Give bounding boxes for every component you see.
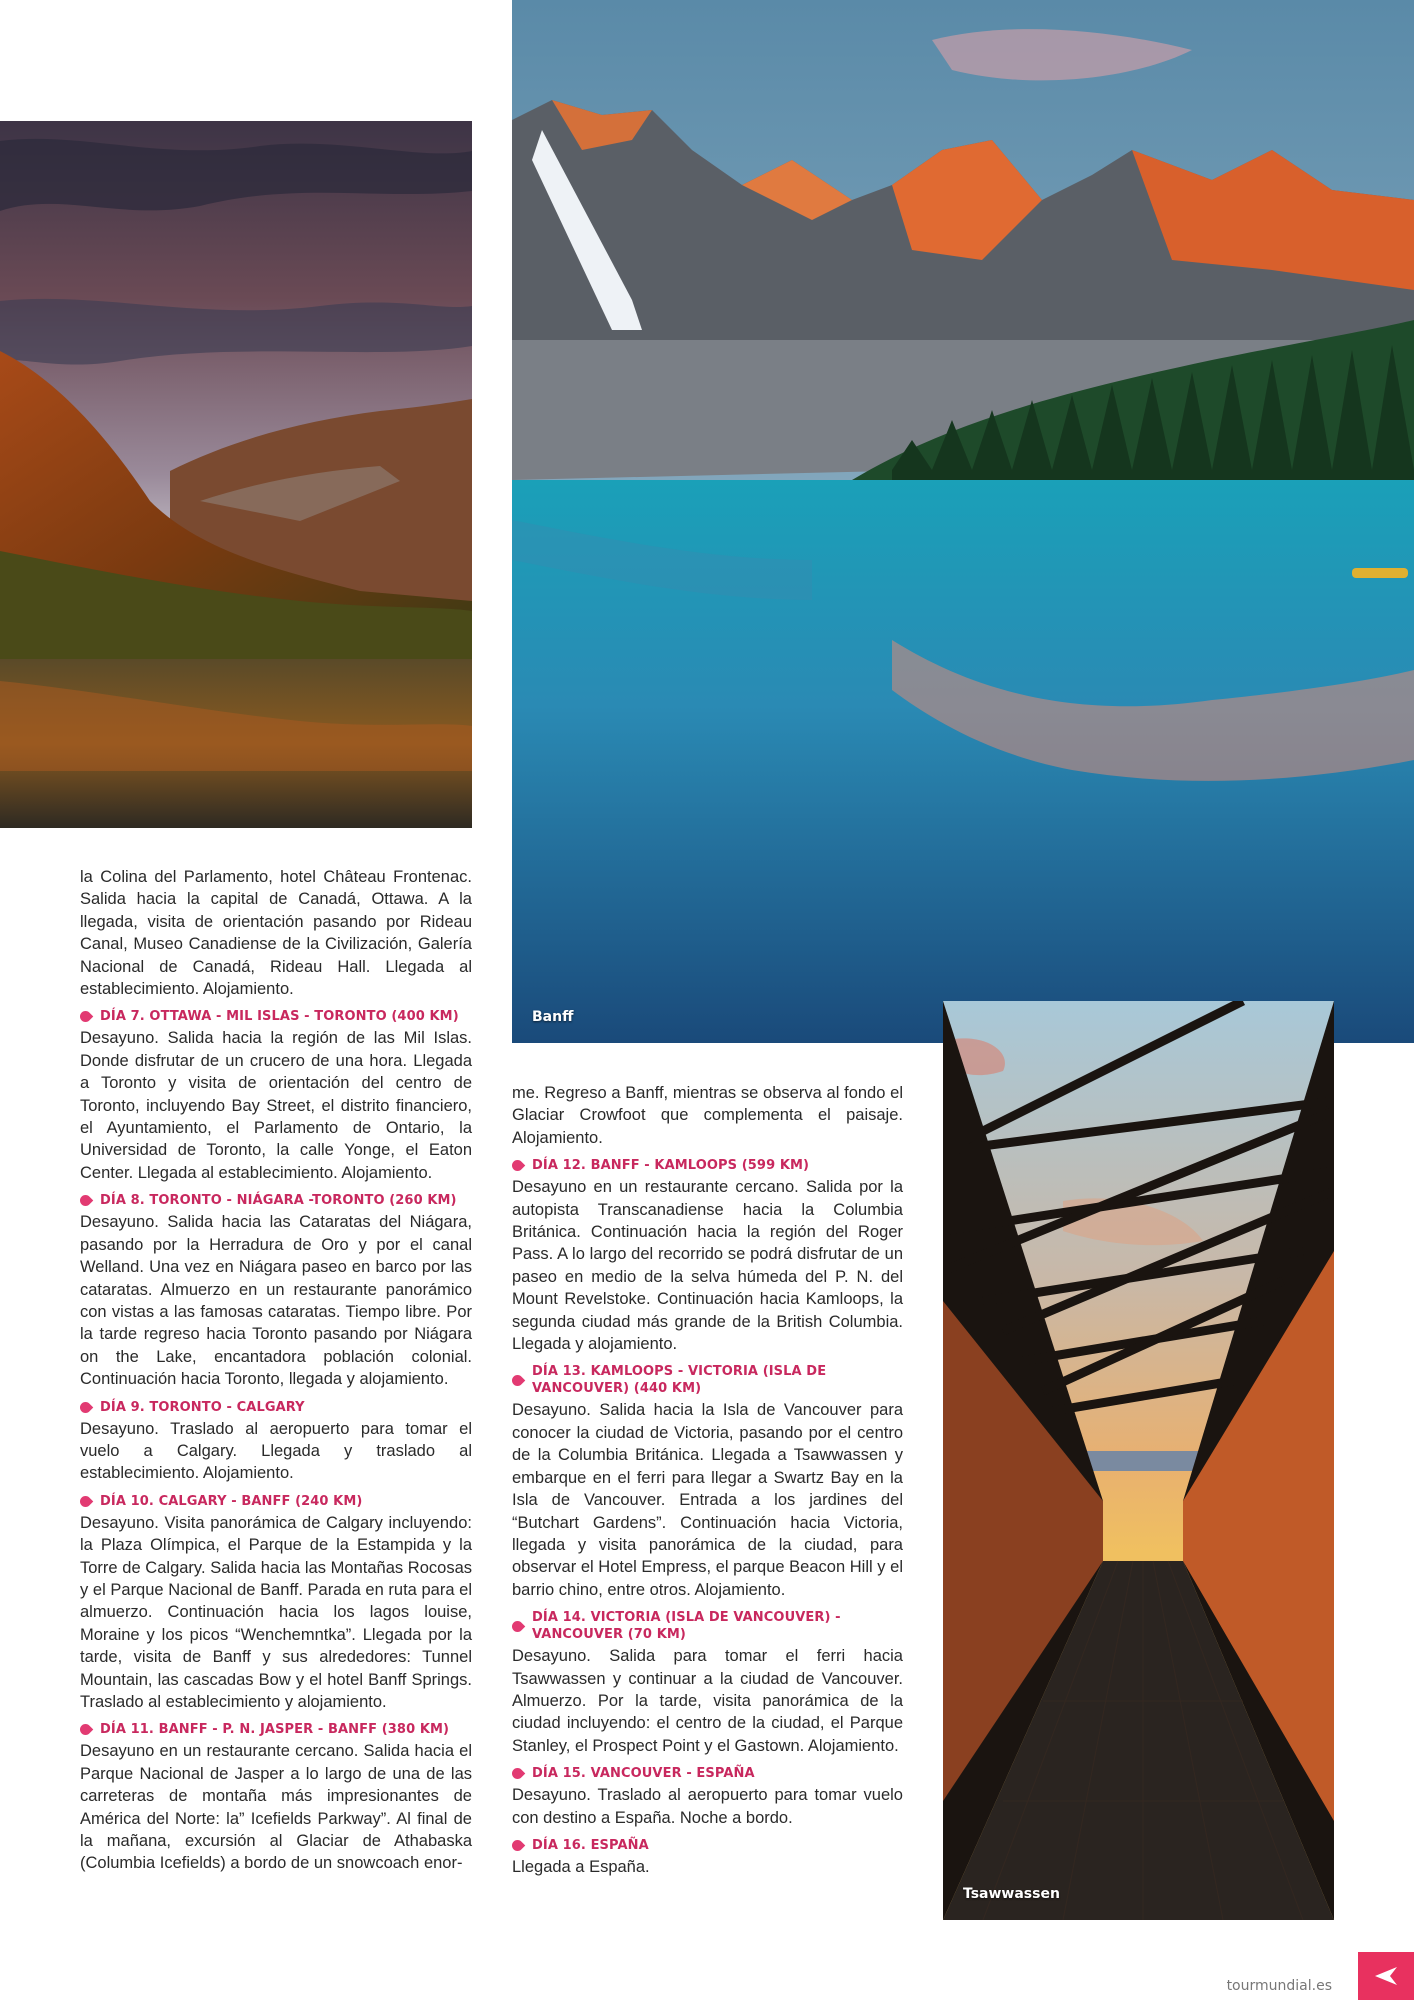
day-8-title: DÍA 8. TORONTO - NIÁGARA -TORONTO (260 KM) <box>100 1193 457 1209</box>
day-15-title: DÍA 15. VANCOUVER - ESPAÑA <box>532 1766 755 1782</box>
autumn-lake-image <box>0 121 472 828</box>
day-15-heading <box>512 1765 903 1782</box>
right-text-column <box>512 1082 903 1884</box>
day-15-text: Desayuno. Traslado al aeropuerto para tomar vuelo con destino a España. Noche a bordo. <box>512 1786 903 1827</box>
day-12-heading <box>512 1157 903 1174</box>
day-16-text: Llegada a España. <box>512 1857 650 1876</box>
day-12-text: Desayuno en un restaurante cercano. Salida por la autopista Transcanadiense hacia la Columbia Británica. Continuación hacia la región del Roger Pass. A lo largo del recorrido se podrá disfrutar de un paseo en medio de la selva húmeda del P. N. del Mount Revelstoke. Continuación hacia Kamloops, la segunda ciudad más grande de la British Columbia. Llegada y alojamiento. <box>512 1178 903 1354</box>
day-12-title: DÍA 12. BANFF - KAMLOOPS (599 KM) <box>532 1158 810 1174</box>
banff-photo <box>512 0 1414 1043</box>
day-13-text: Desayuno. Salida hacia la Isla de Vancouver para conocer la ciudad de Victoria, pasando por el centro de la Columbia Británica. Llegada a Tsawwassen y embarque en el ferri para llegar a Swartz Bay en la Isla de Vancouver. Entrada a los jardines del “Butchart Gardens”. Continuación hacia Victoria, llegada y visita panorámica de la ciudad, para observar el Hotel Empress, el parque Beacon Hill y el barrio chino, entre otros. Alojamiento. <box>512 1401 903 1599</box>
day-16-title: DÍA 16. ESPAÑA <box>532 1837 649 1853</box>
day-10-heading <box>80 1493 472 1510</box>
bridge-image <box>943 1001 1334 1920</box>
previous-page-button[interactable] <box>1358 1952 1414 2000</box>
day-7-heading <box>80 1008 472 1025</box>
day-13-title: DÍA 13. KAMLOOPS - VICTORIA (ISLA DE VANCOUVER) (440 KM) <box>532 1364 827 1397</box>
banff-lake-image <box>512 0 1414 1043</box>
pink-bullet-icon <box>78 1722 94 1738</box>
site-url: tourmundial.es <box>1226 1978 1332 1994</box>
pink-bullet-icon <box>78 1399 94 1415</box>
tsawwassen-caption: Tsawwassen <box>963 1886 1060 1902</box>
day-9-text: Desayuno. Traslado al aeropuerto para tomar el vuelo a Calgary. Llegada y traslado al establecimiento. Alojamiento. <box>80 1419 472 1483</box>
day-14-title: DÍA 14. VICTORIA (ISLA DE VANCOUVER) - VANCOUVER (70 KM) <box>532 1610 841 1643</box>
tsawwassen-photo <box>943 1001 1334 1920</box>
day-11-text: Desayuno en un restaurante cercano. Salida hacia el Parque Nacional de Jasper a lo largo de una de las carreteras de montaña más impresionantes de América del Norte: la” Icefields Parkway”. Al final de la mañana, excursión al Glaciar de Athabaska (Columbia Icefields) a bordo de un snowcoach enor- <box>80 1742 472 1873</box>
autumn-lake-photo <box>0 121 472 828</box>
day-16-heading <box>512 1837 903 1854</box>
triangle-left-icon <box>1373 1965 1399 1987</box>
pink-bullet-icon <box>510 1766 526 1782</box>
day-11-heading <box>80 1721 472 1738</box>
day-13-heading <box>512 1363 903 1397</box>
day-8-heading <box>80 1192 472 1209</box>
pink-bullet-icon <box>78 1493 94 1509</box>
day-10-text: Desayuno. Visita panorámica de Calgary incluyendo: la Plaza Olímpica, el Parque de la Estampida y la Torre de Calgary. Salida hacia las Montañas Rocosas y el Parque Nacional de Banff. Parada en ruta para el almuerzo. Continuación hacia los lagos louise, Moraine y los picos “Wenchemntka”. Llegada por la tarde, visita de Banff y sus alrededores: Tunnel Mountain, las cascadas Bow y el hotel Banff Springs. Traslado al establecimiento y alojamiento. <box>80 1513 472 1711</box>
pink-bullet-icon <box>510 1618 526 1634</box>
day-7-title: DÍA 7. OTTAWA - MIL ISLAS - TORONTO (400 KM) <box>100 1009 459 1025</box>
pink-bullet-icon <box>78 1009 94 1025</box>
day-9-title: DÍA 9. TORONTO - CALGARY <box>100 1399 305 1415</box>
day-7-text: Desayuno. Salida hacia la región de las Mil Islas. Donde disfrutar de un crucero de una hora. Llegada a Toronto y visita de orientación del centro de Toronto, incluyendo Bay Street, el distrito financiero, el Ayuntamiento, el Parlamento de Ontario, la Universidad de Toronto, la calle Yonge, el Eaton Center. Llegada al establecimiento. Alojamiento. <box>80 1029 472 1182</box>
right-intro-text: me. Regreso a Banff, mientras se observa al fondo el Glaciar Crowfoot que complementa el paisaje. Alojamiento. <box>512 1084 903 1147</box>
day-9-heading <box>80 1399 472 1416</box>
banff-caption: Banff <box>532 1009 574 1025</box>
pink-bullet-icon <box>510 1838 526 1854</box>
day-8-text: Desayuno. Salida hacia las Cataratas del Niágara, pasando por la Herradura de Oro y por el canal Welland. Una vez en Niágara paseo en barco por las cataratas. Almuerzo en un restaurante panorámico con vistas a las famosas cataratas. Tiempo libre. Por la tarde regreso hacia Toronto pasando por Niágara on the Lake, encantadora población colonial. Continuación hacia Toronto, llegada y alojamiento. <box>80 1213 472 1389</box>
pink-bullet-icon <box>510 1158 526 1174</box>
day-14-text: Desayuno. Salida para tomar el ferri hacia Tsawwassen y continuar a la ciudad de Vancouver. Almuerzo. Por la tarde, visita panorámica de la ciudad incluyendo: el centro de la ciudad, el Parque Stanley, el Prospect Point y el Gastown. Alojamiento. <box>512 1647 903 1755</box>
left-text-column <box>80 866 472 1881</box>
day-10-title: DÍA 10. CALGARY - BANFF (240 KM) <box>100 1493 363 1509</box>
day-11-title: DÍA 11. BANFF - P. N. JASPER - BANFF (380 KM) <box>100 1722 450 1738</box>
day-14-heading <box>512 1609 903 1643</box>
pink-bullet-icon <box>78 1193 94 1209</box>
pink-bullet-icon <box>510 1373 526 1389</box>
left-intro-text: la Colina del Parlamento, hotel Château Frontenac. Salida hacia la capital de Canadá, Ottawa. A la llegada, visita de orientación pasando por Rideau Canal, Museo Canadiense de la Civilización, Galería Nacional de Canadá, Rideau Hall. Llegada al establecimiento. Alojamiento. <box>80 868 472 999</box>
